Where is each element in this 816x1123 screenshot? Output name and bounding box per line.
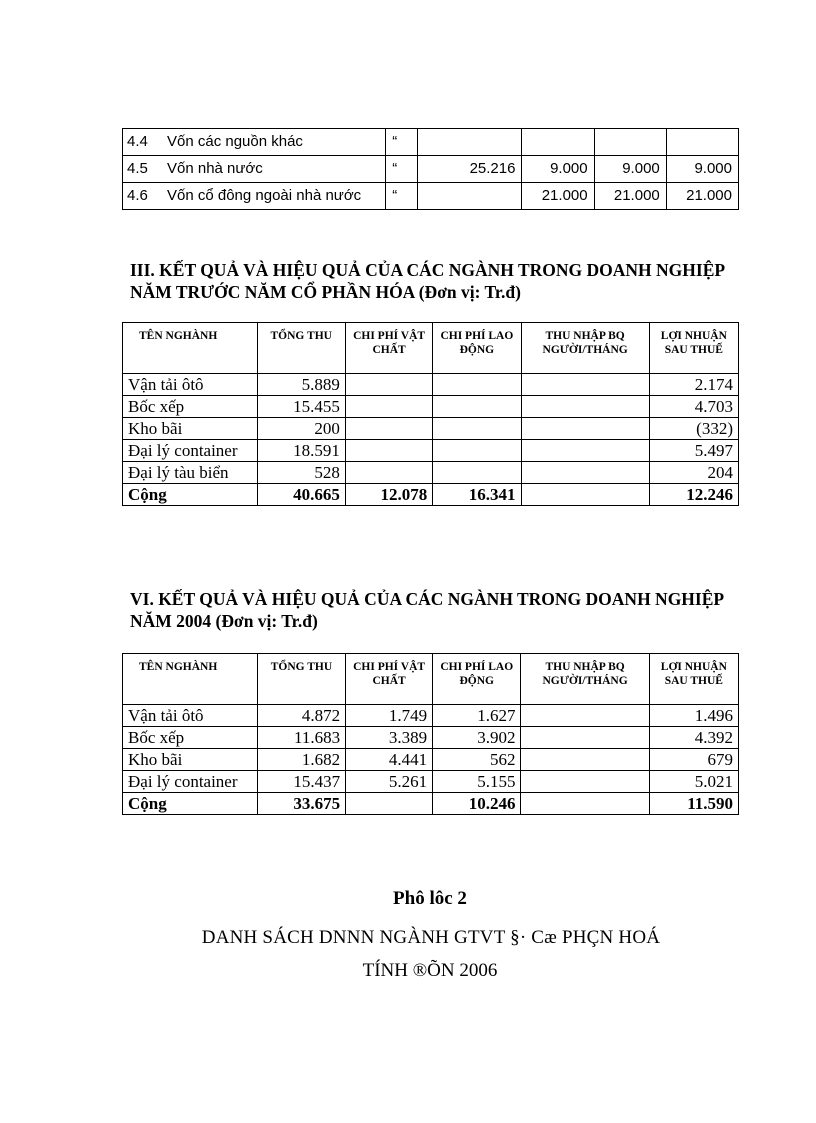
cell: Cộng — [123, 484, 258, 506]
col-header: LỢI NHUẬN SAU THUẾ — [649, 323, 738, 374]
cell: 200 — [257, 418, 345, 440]
col-header: CHI PHÍ VẬT CHẤT — [346, 654, 433, 705]
section-3-heading: III. KẾT QUẢ VÀ HIỆU QUẢ CỦA CÁC NGÀNH TRONG DOANH NGHIỆP NĂM TRƯỚC NĂM CỔ PHẦN HÓA (Đơn vị: Tr.đ) — [130, 260, 725, 302]
col-header: CHI PHÍ LAO ĐỘNG — [433, 654, 521, 705]
cell — [521, 374, 649, 396]
cell: 5.155 — [433, 771, 521, 793]
cell — [433, 440, 521, 462]
cell: Đại lý container — [123, 440, 258, 462]
appendix-subtitle-line-1: DANH SÁCH DNNN NGÀNH GTVT §· Cæ PHÇN HOÁ — [201, 927, 661, 948]
table-row — [123, 727, 739, 749]
cell: 12.078 — [345, 484, 432, 506]
cell: 5.261 — [346, 771, 433, 793]
value-cell — [522, 129, 594, 156]
cell — [521, 749, 649, 771]
value-cell: 21.000 — [666, 183, 738, 210]
value-cell — [417, 129, 522, 156]
cell — [345, 374, 432, 396]
cell: 4.872 — [257, 705, 345, 727]
cell — [345, 462, 432, 484]
cell: 5.497 — [649, 440, 738, 462]
cell: 5.021 — [649, 771, 738, 793]
results-table-pre-equitization — [122, 322, 739, 506]
cell — [345, 440, 432, 462]
unit-cell: “ — [386, 129, 418, 156]
cell — [521, 418, 649, 440]
cell: Kho bãi — [123, 418, 258, 440]
unit-cell: “ — [386, 156, 418, 183]
cell: 10.246 — [433, 793, 521, 815]
cell: 12.246 — [649, 484, 738, 506]
cell: 15.455 — [257, 396, 345, 418]
unit-cell: “ — [386, 183, 418, 210]
cell — [433, 418, 521, 440]
cell: 11.683 — [257, 727, 345, 749]
cell: 4.392 — [649, 727, 738, 749]
value-cell: 9.000 — [522, 156, 594, 183]
col-header: CHI PHÍ LAO ĐỘNG — [433, 323, 521, 374]
cell — [433, 462, 521, 484]
row-label: 4.5 Vốn nhà nước — [123, 156, 386, 183]
value-cell — [666, 129, 738, 156]
table-row — [123, 771, 739, 793]
cell: Bốc xếp — [123, 727, 258, 749]
cell: Đại lý tàu biển — [123, 462, 258, 484]
table-header-row — [123, 323, 739, 374]
cell: 4.703 — [649, 396, 738, 418]
value-cell: 21.000 — [594, 183, 666, 210]
row-label: 4.4 Vốn các nguồn khác — [123, 129, 386, 156]
cell: 33.675 — [257, 793, 345, 815]
cell: 1.496 — [649, 705, 738, 727]
results-table-2004 — [122, 653, 739, 815]
table-row — [123, 705, 739, 727]
cell: Bốc xếp — [123, 396, 258, 418]
table-row — [123, 440, 739, 462]
table-row — [123, 156, 739, 183]
cell: Đại lý container — [123, 771, 258, 793]
cell — [345, 396, 432, 418]
cell: Kho bãi — [123, 749, 258, 771]
table-row — [123, 396, 739, 418]
col-header: THU NHẬP BQ NGƯỜI/THÁNG — [521, 323, 649, 374]
value-cell: 25.216 — [417, 156, 522, 183]
col-header: TỔNG THU — [257, 654, 345, 705]
cell: 40.665 — [257, 484, 345, 506]
col-header: TỔNG THU — [257, 323, 345, 374]
col-header: TÊN NGHÀNH — [123, 323, 258, 374]
cell — [433, 374, 521, 396]
cell — [521, 462, 649, 484]
cell — [521, 727, 649, 749]
cell: 1.682 — [257, 749, 345, 771]
value-cell — [417, 183, 522, 210]
table-row — [123, 418, 739, 440]
cell — [521, 440, 649, 462]
cell: 679 — [649, 749, 738, 771]
value-cell — [594, 129, 666, 156]
cell — [521, 705, 649, 727]
cell: 5.889 — [257, 374, 345, 396]
col-header: LỢI NHUẬN SAU THUẾ — [649, 654, 738, 705]
cell — [433, 396, 521, 418]
cell: 16.341 — [433, 484, 521, 506]
section-6-heading: VI. KẾT QUẢ VÀ HIỆU QUẢ CỦA CÁC NGÀNH TRONG DOANH NGHIỆP NĂM 2004 (Đơn vị: Tr.đ) — [130, 589, 724, 631]
cell — [346, 793, 433, 815]
cell: 18.591 — [257, 440, 345, 462]
cell: 2.174 — [649, 374, 738, 396]
cell: 204 — [649, 462, 738, 484]
table-row — [123, 129, 739, 156]
cell — [521, 396, 649, 418]
cell: 11.590 — [649, 793, 738, 815]
table-row — [123, 374, 739, 396]
cell — [521, 771, 649, 793]
col-header: TÊN NGHÀNH — [123, 654, 258, 705]
value-cell: 21.000 — [522, 183, 594, 210]
cell: Cộng — [123, 793, 258, 815]
cell — [521, 793, 649, 815]
table-row — [123, 183, 739, 210]
cell: (332) — [649, 418, 738, 440]
cell — [345, 418, 432, 440]
table-total-row — [123, 484, 739, 506]
appendix-title: Phô lôc 2 — [393, 888, 467, 909]
table-header-row — [123, 654, 739, 705]
cell: 15.437 — [257, 771, 345, 793]
cell: 528 — [257, 462, 345, 484]
value-cell: 9.000 — [666, 156, 738, 183]
cell — [521, 484, 649, 506]
col-header: CHI PHÍ VẬT CHẤT — [345, 323, 432, 374]
appendix-subtitle-line-2: TÍNH ®ÕN 2006 — [362, 960, 498, 981]
table-row — [123, 462, 739, 484]
table-total-row — [123, 793, 739, 815]
col-header: THU NHẬP BQ NGƯỜI/THÁNG — [521, 654, 649, 705]
cell: Vận tải ôtô — [123, 374, 258, 396]
cell: 562 — [433, 749, 521, 771]
row-label: 4.6 Vốn cổ đông ngoài nhà nước — [123, 183, 386, 210]
cell: 3.902 — [433, 727, 521, 749]
cell: 3.389 — [346, 727, 433, 749]
value-cell: 9.000 — [594, 156, 666, 183]
table-row — [123, 749, 739, 771]
cell: 1.627 — [433, 705, 521, 727]
cell: 4.441 — [346, 749, 433, 771]
cell: Vận tải ôtô — [123, 705, 258, 727]
cell: 1.749 — [346, 705, 433, 727]
capital-table — [122, 128, 739, 210]
